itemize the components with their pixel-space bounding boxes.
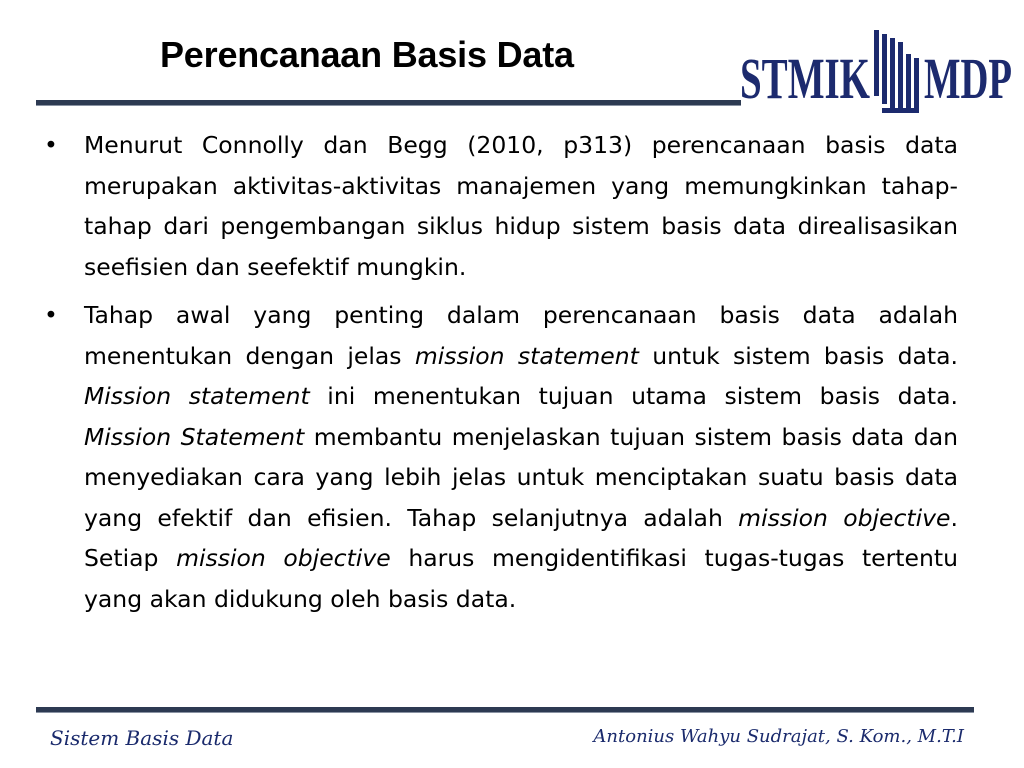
emphasis-term: mission objective	[738, 503, 951, 532]
slide-content	[44, 125, 958, 627]
logo-text-mdp: MDP	[924, 46, 1012, 111]
slide-title: Perencanaan Basis Data	[160, 34, 574, 75]
footer-divider	[36, 707, 974, 713]
emphasis-term: Mission Statement	[84, 422, 305, 451]
footer-author: Antonius Wahyu Sudrajat, S. Kom., M.T.I	[593, 726, 964, 747]
stmik-mdp-logo	[740, 24, 1015, 120]
bullet-text: Menurut Connolly dan Begg (2010, p313) perencanaan basis data merupakan aktivitas-aktivitas manajemen yang memungkinkan tahap-tahap dari pengembangan siklus hidup sistem basis data direalisasikan seefisien dan seefektif mungkin.	[84, 131, 958, 281]
bullet-text: Tahap awal yang penting dalam perencanaan basis data adalah menentukan dengan jelas mission statement untuk sistem basis data. Mission statement ini menentukan tujuan utama sistem basis data. Mission Statement membantu menjelaskan tujuan sistem basis data dan menyediakan cara yang lebih jelas untuk menciptakan suatu basis data yang efektif dan efisien. Tahap selanjutnya adalah mission objective. Setiap mission objective harus mengidentifikasi tugas-tugas tertentu yang akan didukung oleh basis data.	[84, 301, 958, 613]
bullet-icon: •	[44, 301, 58, 329]
logo-emblem-icon	[874, 30, 919, 113]
bullet-item	[44, 295, 958, 619]
bullet-item	[44, 125, 958, 287]
bullet-icon: •	[44, 131, 58, 159]
emphasis-term: Mission statement	[84, 382, 310, 410]
emphasis-term: mission statement	[414, 341, 639, 370]
title-divider	[36, 100, 741, 106]
footer-course-title: Sistem Basis Data	[50, 726, 234, 750]
logo-text-stmik: STMIK	[740, 46, 870, 111]
emphasis-term: mission objective	[176, 544, 391, 572]
